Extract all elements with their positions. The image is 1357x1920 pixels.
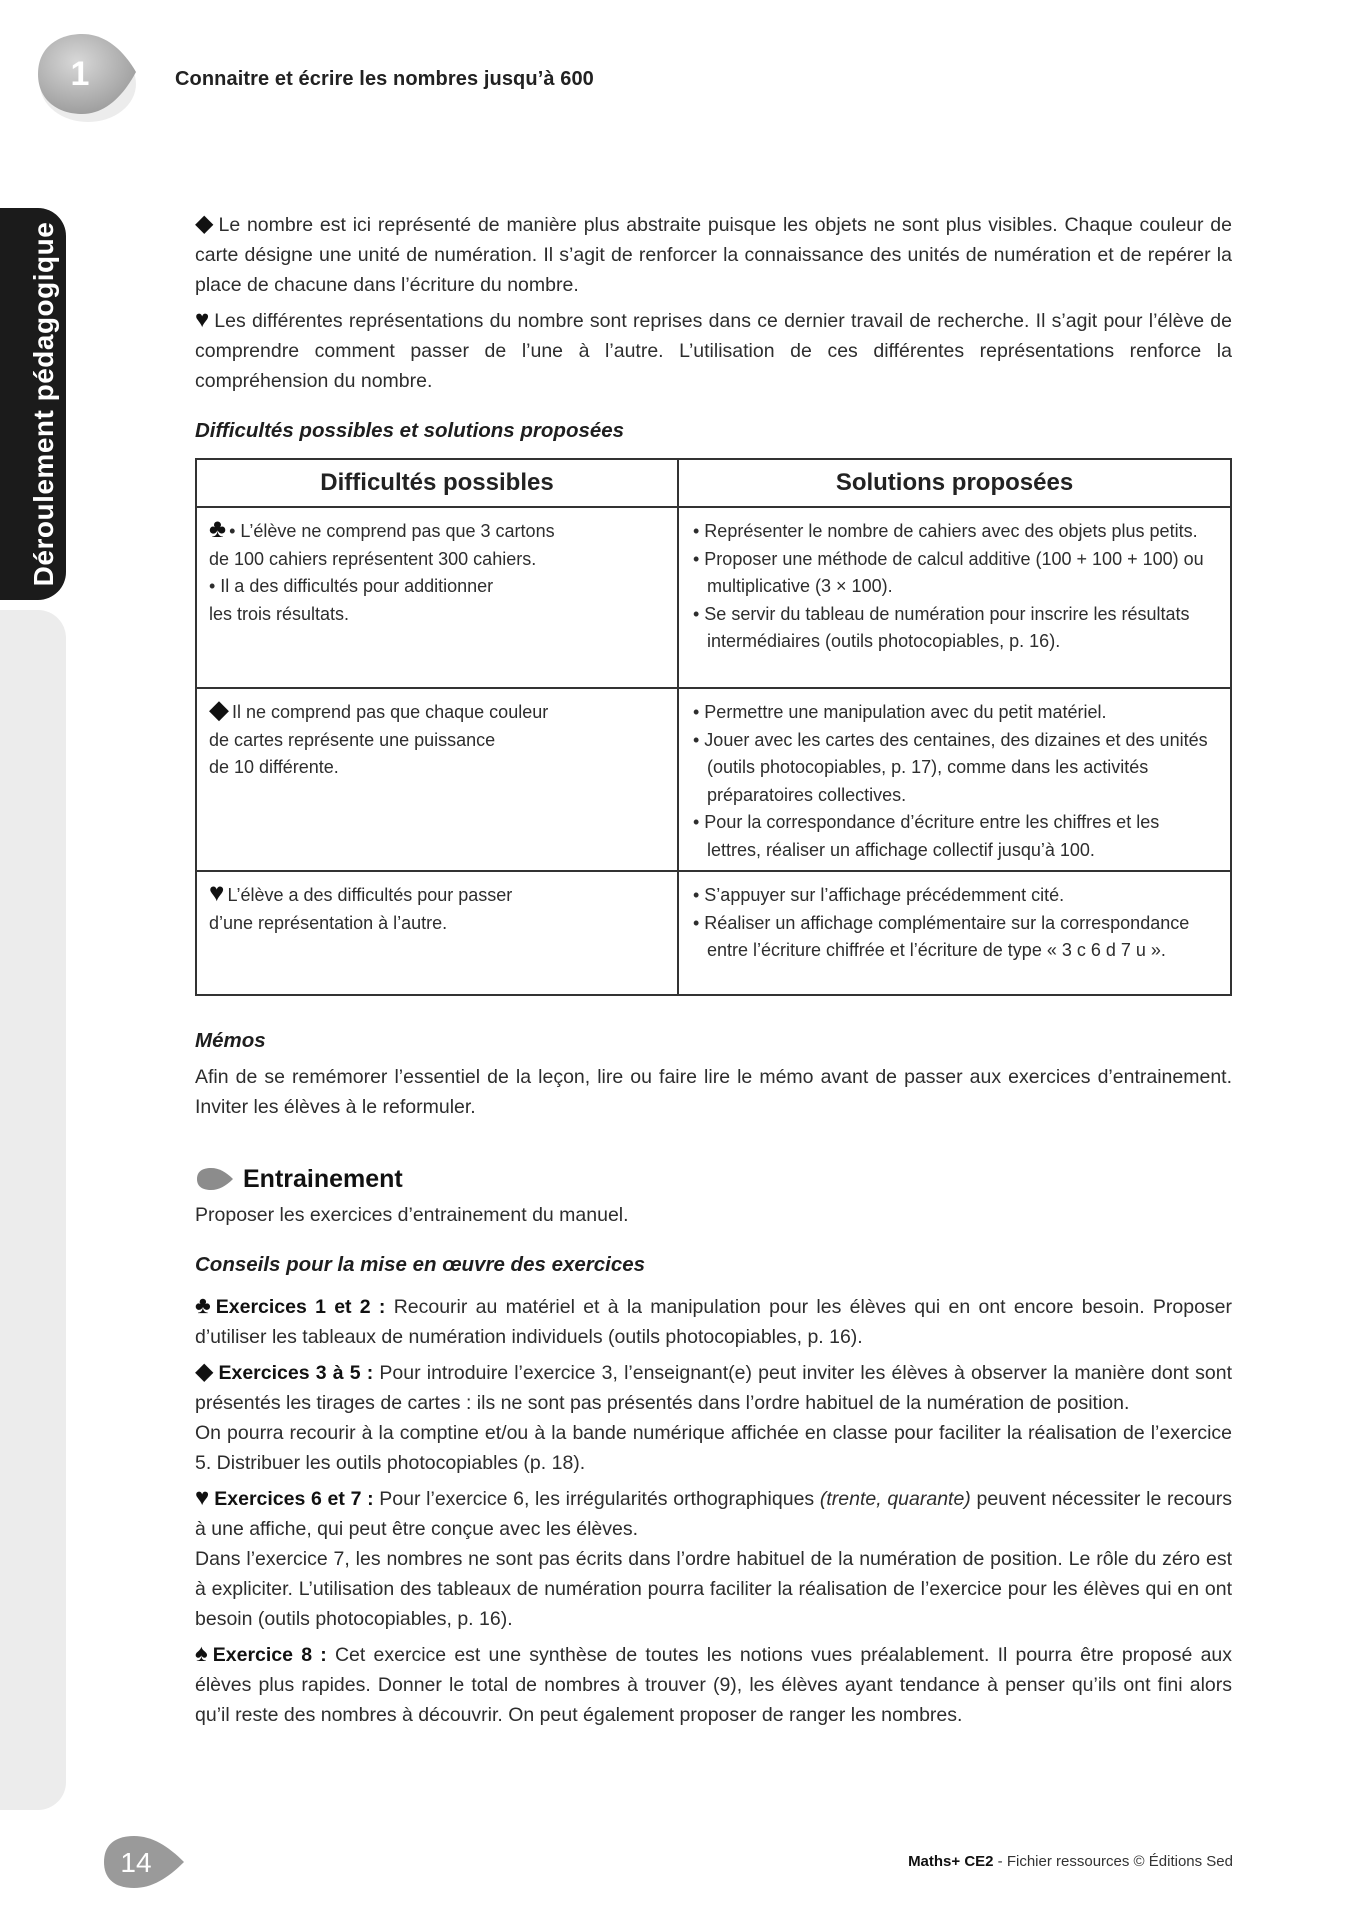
column-header: Difficultés possibles <box>196 459 678 507</box>
difficulties-section-title: Difficultés possibles et solutions proposées <box>195 419 625 442</box>
entrainement-title: Entrainement <box>243 1165 403 1193</box>
heart-icon: ♥ <box>195 1484 210 1511</box>
memos-title: Mémos <box>195 1029 266 1052</box>
solution-cell: • S’appuyer sur l’affichage précédemment cité. • Réaliser un affichage complémentaire sur la correspondance entre l’écriture chiffrée et l’écriture de type « 3 c 6 d 7 u ». <box>678 871 1231 995</box>
table-row <box>196 871 1231 995</box>
difficulty-cell: ♣ • L’élève ne comprend pas que 3 cartons de 100 cahiers représentent 300 cahiers. • Il a des difficultés pour additionner les trois résultats. <box>196 507 678 688</box>
exercise-tip: ◆ Exercices 3 à 5 : Pour introduire l’exercice 3, l’enseignant(e) peut inviter les élèves à observer la manière dont sont présentés les tirages de cartes : ils ne sont pas présentés dans l’ordre habituel de la numération de position. <box>195 1358 1232 1414</box>
table-row <box>196 688 1231 871</box>
page-number: 14 <box>120 1847 152 1878</box>
side-tab-label: Déroulement pédagogique <box>28 221 59 587</box>
difficulties-table <box>195 458 1232 996</box>
diamond-icon: ◆ <box>195 1358 214 1385</box>
chapter-number-badge <box>30 28 142 128</box>
entrainement-text: Proposer les exercices d’entrainement du manuel. <box>195 1204 629 1226</box>
memos-text: Afin de se remémorer l’essentiel de la leçon, lire ou faire lire le mémo avant de passer aux exercices d’entrainement. Inviter les élèves à le reformuler. <box>195 1066 1232 1118</box>
diamond-icon: ◆ <box>209 694 229 724</box>
intro-paragraph: ◆ Le nombre est ici représenté de manière plus abstraite puisque les objets ne sont plus visibles. Chaque couleur de carte désigne une unité de numération. Il s’agit de renforcer la connaissance des unités de numération et de repérer la place de chacune dans l’écriture du nombre. <box>195 210 1232 296</box>
exercise-tip: ♠ Exercice 8 : Cet exercice est une synthèse de toutes les notions vues préalablement. Il pourra être proposé aux élèves plus rapides. Donner le total de nombres à trouver (9), les élèves ayant tendance à penser qu’ils ont fini alors qu’il reste des nombres à découvrir. On peut également proposer de ranger les nombres. <box>195 1640 1233 1726</box>
table-row <box>196 507 1231 688</box>
drop-bullet-icon <box>195 1166 235 1192</box>
diamond-icon: ◆ <box>195 210 214 237</box>
heart-icon: ♥ <box>195 306 210 333</box>
heart-icon: ♥ <box>209 877 225 907</box>
entrainement-heading <box>195 1164 1232 1194</box>
club-icon: ♣ <box>209 513 227 543</box>
exercise-tip: ♣ Exercices 1 et 2 : Recourir au matériel et à la manipulation pour les élèves qui en ont encore besoin. Proposer d’utiliser les tableaux de numération individuels (outils photocopiables, p. 16). <box>195 1292 1233 1348</box>
exercise-tip-continued: Dans l’exercice 7, les nombres ne sont pas écrits dans l’ordre habituel de la numération de position. Le rôle du zéro est à expliciter. L’utilisation des tableaux de numération pourra faciliter la réalisation de l’exercice pour les élèves qui en ont besoin (outils photocopiables, p. 16). <box>195 1548 1232 1630</box>
footer-credit: Maths+ CE2 - Fichier ressources © Éditions Sed <box>908 1853 1233 1870</box>
difficulty-cell: ◆ Il ne comprend pas que chaque couleur de cartes représente une puissance de 10 différente. <box>196 688 678 871</box>
solution-cell: • Permettre une manipulation avec du petit matériel. • Jouer avec les cartes des centaines, des dizaines et des unités (outils photocopiables, p. 17), comme dans les activités préparatoires collectives. • Pour la correspondance d’écriture entre les chiffres et les lettres, réaliser un affichage collectif jusqu’à 100. <box>678 688 1231 871</box>
chapter-number: 1 <box>70 55 90 93</box>
column-header: Solutions proposées <box>678 459 1231 507</box>
page-number-badge <box>100 1832 190 1892</box>
exercise-tip: ♥ Exercices 6 et 7 : Pour l’exercice 6, les irrégularités orthographiques (trente, quarante) peuvent nécessiter le recours à une affiche, qui peut être conçue avec les élèves. <box>195 1484 1232 1540</box>
difficulty-cell: ♥ L’élève a des difficultés pour passer d’une représentation à l’autre. <box>196 871 678 995</box>
exercise-tip-continued: On pourra recourir à la comptine et/ou à la bande numérique affichée en classe pour faciliter la réalisation de l’exercice 5. Distribuer les outils photocopiables (p. 18). <box>195 1422 1232 1474</box>
side-margin-band <box>0 610 66 1810</box>
club-icon: ♣ <box>195 1292 211 1319</box>
intro-paragraph: ♥ Les différentes représentations du nombre sont reprises dans ce dernier travail de recherche. Il s’agit pour l’élève de comprendre comment passer de l’une à l’autre. L’utilisation de ces différentes représentations renforce la compréhension du nombre. <box>195 306 1232 392</box>
chapter-title: Connaitre et écrire les nombres jusqu’à 600 <box>175 68 594 90</box>
table-header-row <box>196 459 1231 507</box>
conseils-title: Conseils pour la mise en œuvre des exercices <box>195 1253 646 1276</box>
solution-cell: • Représenter le nombre de cahiers avec des objets plus petits. • Proposer une méthode de calcul additive (100 + 100 + 100) ou multiplicative (3 × 100). • Se servir du tableau de numération pour inscrire les résultats intermédiaires (outils photocopiables, p. 16). <box>678 507 1231 688</box>
main-content <box>195 210 1232 1736</box>
spade-icon: ♠ <box>195 1640 208 1667</box>
